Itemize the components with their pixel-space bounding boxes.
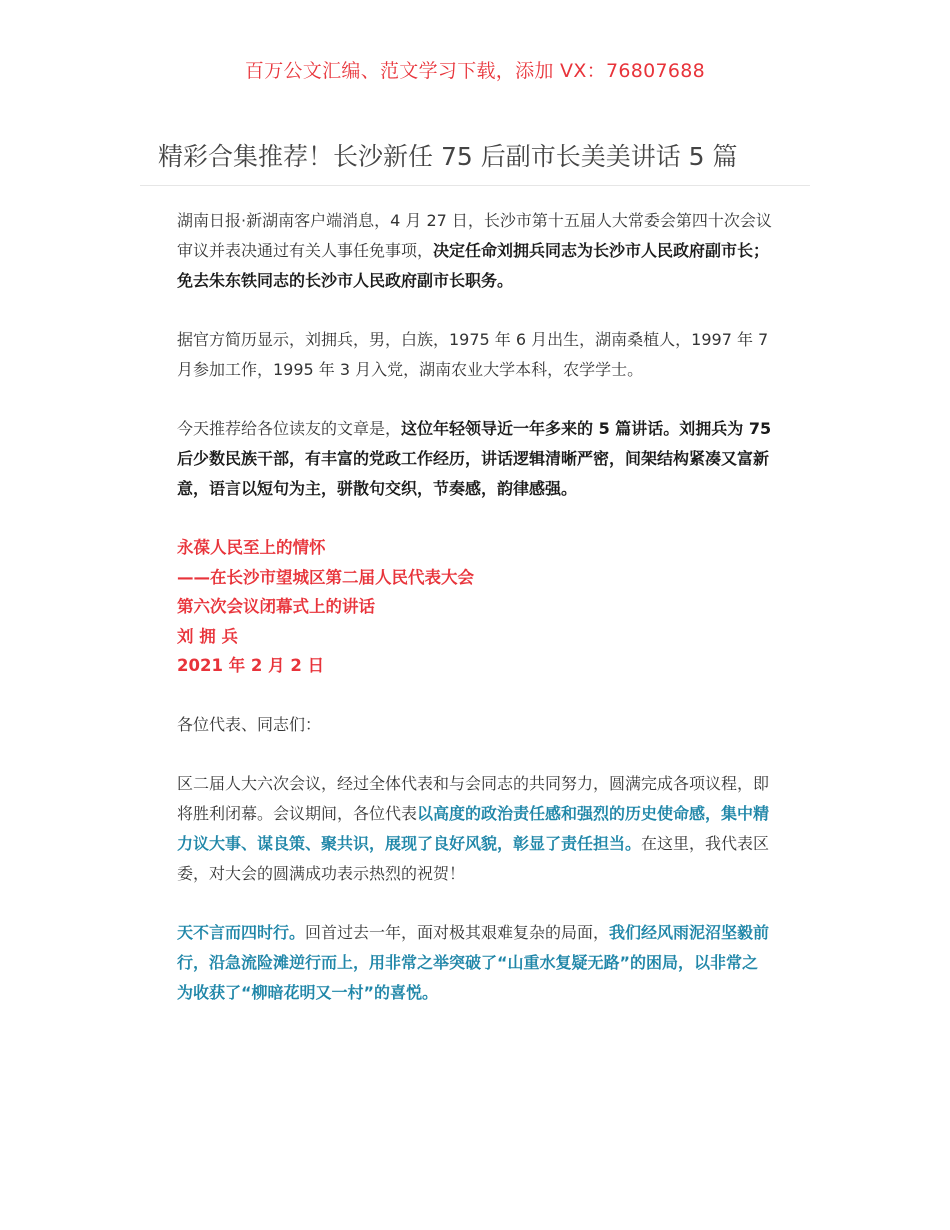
highlight-text: 我们经风雨泥沼坚毅前行，沿急流险滩逆行而上，用非常之举突破了“山重水复疑无路”的困局，以非常之为收获了“柳暗花明又一村”的喜悦。 <box>177 922 770 1002</box>
promo-banner: 百万公文汇编、范文学习下载，添加 VX：76807688 <box>244 60 706 82</box>
speech-text: 在这里，我代表区委，对大会的圆满成功表示热烈的祝贺！ <box>177 833 770 883</box>
speech-date: 2021 年 2 月 2 日 <box>177 656 325 675</box>
speech-paragraph-2 <box>177 918 772 1008</box>
article-title: 精彩合集推荐！长沙新任 75 后副市长美美讲话 5 篇 <box>158 142 738 171</box>
speech-header <box>177 533 772 681</box>
title-divider <box>140 185 810 186</box>
greeting: 各位代表、同志们： <box>177 714 322 734</box>
speech-subtitle-line1: ——在长沙市望城区第二届人民代表大会 <box>177 567 474 587</box>
speech-paragraph-1 <box>177 769 772 889</box>
recommend-text: 今天推荐给各位读友的文章是， <box>177 419 402 438</box>
speech-subtitle-line2: 第六次会议闭幕式上的讲话 <box>177 597 375 616</box>
speech-text: 区二届人大六次会议，经过全体代表和与会同志的共同努力，圆满完成各项议程，即将胜利闭幕。会议期间，各位代表 <box>177 773 770 823</box>
speech-text: 回首过去一年，面对极其艰难复杂的局面， <box>305 922 610 942</box>
recommend-bold-text: 这位年轻领导近一年多来的 5 篇讲话。刘拥兵为 75 后少数民族干部，有丰富的党政工作经历，讲话逻辑清晰严密，间架结构紧凑又富新意，语言以短句为主，骈散句交织，节奏感，韵律感强。 <box>177 419 772 498</box>
article-body <box>177 206 772 1037</box>
intro-text: 湖南日报·新湖南客户端消息，4 月 27 日，长沙市第十五届人大常委会第四十次会议审议并表决通过有关人事任免事项， <box>177 211 772 260</box>
highlight-text: 天不言而四时行。 <box>177 922 306 942</box>
highlight-text: 以高度的政治责任感和强烈的历史使命感，集中精力议大事、谋良策、聚共识，展现了良好风貌，彰显了责任担当。 <box>177 803 770 853</box>
intro-paragraph <box>177 206 772 296</box>
speech-author: 刘 拥 兵 <box>177 626 238 646</box>
recommend-paragraph <box>177 414 772 504</box>
intro-bold-text: 决定任命刘拥兵同志为长沙市人民政府副市长；免去朱东铁同志的长沙市人民政府副市长职务。 <box>177 241 770 290</box>
resume-paragraph: 据官方简历显示，刘拥兵，男，白族，1975 年 6 月出生，湖南桑植人，1997 年 7 月参加工作，1995 年 3 月入党，湖南农业大学本科，农学学士。 <box>177 330 769 379</box>
speech-title: 永葆人民至上的情怀 <box>177 538 326 557</box>
